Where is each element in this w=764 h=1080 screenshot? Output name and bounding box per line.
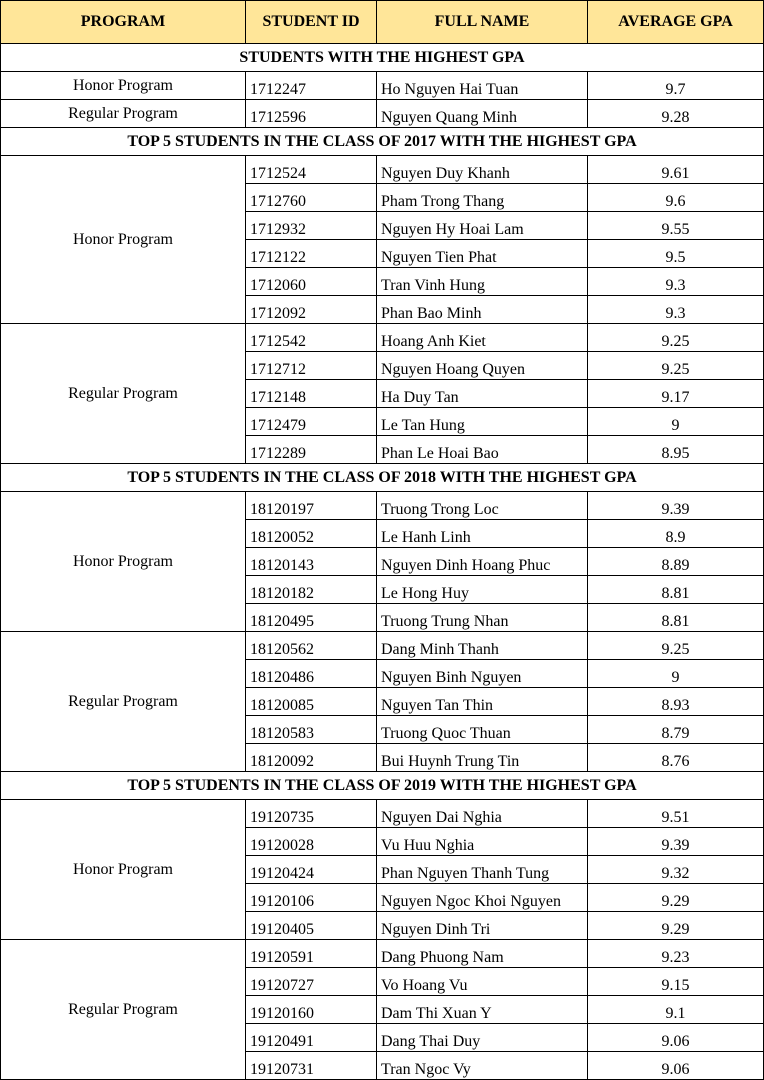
gpa-cell: 9.25	[588, 632, 764, 660]
student-id-cell: 1712542	[246, 324, 377, 352]
student-id-cell: 1712760	[246, 184, 377, 212]
table-row	[1, 324, 764, 352]
gpa-cell: 9.23	[588, 940, 764, 968]
section-title: TOP 5 STUDENTS IN THE CLASS OF 2019 WITH THE HIGHEST GPA	[1, 772, 764, 800]
student-id-cell: 18120583	[246, 716, 377, 744]
student-id-cell: 1712712	[246, 352, 377, 380]
header-full-name: FULL NAME	[377, 1, 588, 44]
student-id-cell: 1712148	[246, 380, 377, 408]
gpa-cell: 9.29	[588, 884, 764, 912]
program-cell: Regular Program	[1, 632, 246, 772]
student-id-cell: 18120197	[246, 492, 377, 520]
full-name-cell: Phan Le Hoai Bao	[377, 436, 588, 464]
gpa-cell: 9.32	[588, 856, 764, 884]
gpa-cell: 9.17	[588, 380, 764, 408]
header-program: PROGRAM	[1, 1, 246, 44]
table-row	[1, 156, 764, 184]
table-row	[1, 100, 764, 128]
gpa-cell: 9.39	[588, 492, 764, 520]
gpa-cell: 9.3	[588, 296, 764, 324]
gpa-cell: 9.06	[588, 1024, 764, 1052]
full-name-cell: Nguyen Duy Khanh	[377, 156, 588, 184]
table-row	[1, 492, 764, 520]
gpa-cell: 9	[588, 408, 764, 436]
gpa-cell: 8.81	[588, 576, 764, 604]
student-id-cell: 18120085	[246, 688, 377, 716]
program-cell: Regular Program	[1, 324, 246, 464]
student-id-cell: 1712122	[246, 240, 377, 268]
gpa-cell: 9.55	[588, 212, 764, 240]
student-id-cell: 1712479	[246, 408, 377, 436]
program-cell: Regular Program	[1, 100, 246, 128]
gpa-cell: 8.81	[588, 604, 764, 632]
gpa-cell: 9.6	[588, 184, 764, 212]
table-row	[1, 632, 764, 660]
gpa-cell: 8.79	[588, 716, 764, 744]
full-name-cell: Le Hong Huy	[377, 576, 588, 604]
header-average-gpa: AVERAGE GPA	[588, 1, 764, 44]
student-id-cell: 18120143	[246, 548, 377, 576]
student-id-cell: 19120160	[246, 996, 377, 1024]
gpa-cell: 9.29	[588, 912, 764, 940]
header-row	[1, 1, 764, 44]
full-name-cell: Phan Bao Minh	[377, 296, 588, 324]
full-name-cell: Vo Hoang Vu	[377, 968, 588, 996]
student-id-cell: 1712092	[246, 296, 377, 324]
program-cell: Honor Program	[1, 800, 246, 940]
header-student-id: STUDENT ID	[246, 1, 377, 44]
student-id-cell: 19120405	[246, 912, 377, 940]
student-id-cell: 1712060	[246, 268, 377, 296]
full-name-cell: Nguyen Tan Thin	[377, 688, 588, 716]
program-cell: Honor Program	[1, 492, 246, 632]
student-id-cell: 19120731	[246, 1052, 377, 1080]
gpa-cell: 8.89	[588, 548, 764, 576]
full-name-cell: Truong Quoc Thuan	[377, 716, 588, 744]
full-name-cell: Le Tan Hung	[377, 408, 588, 436]
gpa-cell: 8.9	[588, 520, 764, 548]
student-id-cell: 1712596	[246, 100, 377, 128]
student-id-cell: 19120591	[246, 940, 377, 968]
gpa-cell: 9.25	[588, 352, 764, 380]
program-cell: Honor Program	[1, 72, 246, 100]
table-row	[1, 72, 764, 100]
student-id-cell: 19120424	[246, 856, 377, 884]
student-id-cell: 18120495	[246, 604, 377, 632]
table-body	[1, 44, 764, 1080]
gpa-cell: 9.39	[588, 828, 764, 856]
gpa-cell: 9.5	[588, 240, 764, 268]
student-id-cell: 1712524	[246, 156, 377, 184]
section-row	[1, 772, 764, 800]
table-row	[1, 800, 764, 828]
section-row	[1, 464, 764, 492]
gpa-cell: 9.15	[588, 968, 764, 996]
gpa-cell: 9.06	[588, 1052, 764, 1080]
full-name-cell: Truong Trung Nhan	[377, 604, 588, 632]
student-id-cell: 19120727	[246, 968, 377, 996]
student-id-cell: 1712932	[246, 212, 377, 240]
full-name-cell: Tran Ngoc Vy	[377, 1052, 588, 1080]
section-title: TOP 5 STUDENTS IN THE CLASS OF 2017 WITH THE HIGHEST GPA	[1, 128, 764, 156]
full-name-cell: Nguyen Dinh Hoang Phuc	[377, 548, 588, 576]
student-id-cell: 19120106	[246, 884, 377, 912]
gpa-cell: 9.3	[588, 268, 764, 296]
full-name-cell: Nguyen Dinh Tri	[377, 912, 588, 940]
full-name-cell: Tran Vinh Hung	[377, 268, 588, 296]
student-id-cell: 18120182	[246, 576, 377, 604]
full-name-cell: Dang Thai Duy	[377, 1024, 588, 1052]
gpa-cell: 9.61	[588, 156, 764, 184]
full-name-cell: Le Hanh Linh	[377, 520, 588, 548]
student-id-cell: 1712289	[246, 436, 377, 464]
student-id-cell: 18120562	[246, 632, 377, 660]
full-name-cell: Nguyen Binh Nguyen	[377, 660, 588, 688]
full-name-cell: Bui Huynh Trung Tin	[377, 744, 588, 772]
full-name-cell: Nguyen Hoang Quyen	[377, 352, 588, 380]
student-id-cell: 1712247	[246, 72, 377, 100]
gpa-cell: 9.1	[588, 996, 764, 1024]
section-row	[1, 128, 764, 156]
full-name-cell: Hoang Anh Kiet	[377, 324, 588, 352]
section-title: STUDENTS WITH THE HIGHEST GPA	[1, 44, 764, 72]
full-name-cell: Phan Nguyen Thanh Tung	[377, 856, 588, 884]
gpa-cell: 9.28	[588, 100, 764, 128]
full-name-cell: Nguyen Tien Phat	[377, 240, 588, 268]
gpa-cell: 9.7	[588, 72, 764, 100]
full-name-cell: Truong Trong Loc	[377, 492, 588, 520]
full-name-cell: Dang Minh Thanh	[377, 632, 588, 660]
full-name-cell: Nguyen Ngoc Khoi Nguyen	[377, 884, 588, 912]
full-name-cell: Ha Duy Tan	[377, 380, 588, 408]
gpa-cell: 9.51	[588, 800, 764, 828]
student-id-cell: 18120486	[246, 660, 377, 688]
gpa-cell: 9.25	[588, 324, 764, 352]
student-id-cell: 19120491	[246, 1024, 377, 1052]
student-id-cell: 18120092	[246, 744, 377, 772]
program-cell: Regular Program	[1, 940, 246, 1080]
gpa-cell: 8.76	[588, 744, 764, 772]
full-name-cell: Dang Phuong Nam	[377, 940, 588, 968]
student-id-cell: 19120735	[246, 800, 377, 828]
section-title: TOP 5 STUDENTS IN THE CLASS OF 2018 WITH THE HIGHEST GPA	[1, 464, 764, 492]
program-cell: Honor Program	[1, 156, 246, 324]
full-name-cell: Vu Huu Nghia	[377, 828, 588, 856]
table-header	[1, 1, 764, 44]
gpa-cell: 9	[588, 660, 764, 688]
full-name-cell: Nguyen Hy Hoai Lam	[377, 212, 588, 240]
gpa-cell: 8.93	[588, 688, 764, 716]
full-name-cell: Nguyen Quang Minh	[377, 100, 588, 128]
full-name-cell: Dam Thi Xuan Y	[377, 996, 588, 1024]
student-id-cell: 19120028	[246, 828, 377, 856]
full-name-cell: Ho Nguyen Hai Tuan	[377, 72, 588, 100]
table-row	[1, 940, 764, 968]
full-name-cell: Nguyen Dai Nghia	[377, 800, 588, 828]
section-row	[1, 44, 764, 72]
gpa-cell: 8.95	[588, 436, 764, 464]
full-name-cell: Pham Trong Thang	[377, 184, 588, 212]
student-id-cell: 18120052	[246, 520, 377, 548]
